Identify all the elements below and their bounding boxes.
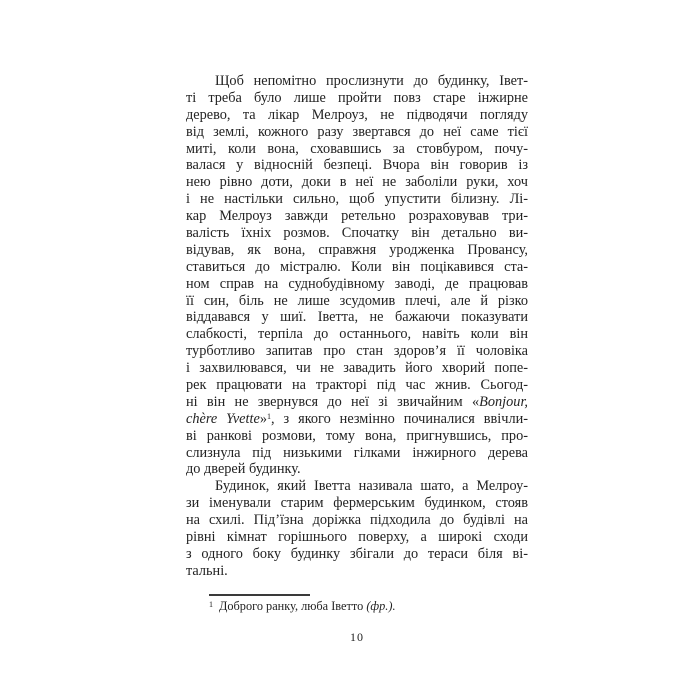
footnote: [209, 599, 528, 614]
text-line: [186, 428, 528, 445]
text-segment: до дверей будинку.: [186, 461, 301, 478]
footnote-divider: [209, 594, 310, 596]
text-segment: від землі, кожного разу звертався до неї саме тієї: [186, 123, 528, 140]
text-line: [186, 394, 528, 411]
text-line: [186, 546, 528, 563]
text-line: [186, 225, 528, 242]
text-segment: віддавався у шиї. Іветта, не бажаючи показувати: [186, 309, 528, 326]
text-segment: ставиться до містралю. Коли він поцікавився ста-: [186, 258, 528, 275]
page-number: 10: [350, 630, 364, 644]
text-line: [186, 563, 528, 580]
text-line: [186, 309, 528, 326]
text-line: [186, 208, 528, 225]
text-segment: валася у відносній безпеці. Вчора він говорив із: [186, 157, 528, 174]
text-line: [186, 293, 528, 310]
text-line: [186, 411, 528, 428]
footnote-marker: 1: [209, 600, 213, 609]
text-line: [186, 445, 528, 462]
italic-text: Bonjour,: [479, 393, 528, 410]
text-segment: відував, як вона, справжня уродженка Провансу,: [186, 241, 528, 258]
text-line: [186, 90, 528, 107]
text-block: [186, 73, 528, 580]
text-line: [186, 157, 528, 174]
text-segment: з одного боку будинку збігали до тераси біля ві-: [186, 545, 528, 562]
text-line: [186, 461, 528, 478]
text-segment: дерево, та лікар Мелроуз, не підводячи погляду: [186, 106, 528, 123]
italic-text: chère Yvette: [186, 410, 260, 427]
text-segment: ном справ на суднобудівному заводі, де працював: [186, 275, 528, 292]
text-line: [186, 73, 528, 90]
text-line: [186, 124, 528, 141]
text-line: [186, 478, 528, 495]
text-segment: і не настільки сильно, щоб упустити білизну. Лі-: [186, 191, 528, 208]
text-segment: нею рівно доти, доки в неї не заболіли руки, хоч: [186, 174, 528, 191]
text-segment: на схилі. Під’їзна доріжка підходила до будівлі на: [186, 512, 528, 529]
text-segment: , з якого незмінно починалися ввічли-: [270, 410, 528, 427]
text-segment: Будинок, який Іветта називала шато, а Мелроу-: [215, 478, 528, 495]
footnote-marker: 1: [266, 411, 271, 421]
text-segment: ні він не звернувся до неї зі звичайним «: [186, 393, 480, 410]
text-line: [186, 326, 528, 343]
text-line: [186, 495, 528, 512]
text-segment: турботливо запитав про стан здоров’я її чоловіка: [186, 343, 528, 360]
text-segment: валість їхніх розмов. Спочатку він детально ви-: [186, 225, 528, 242]
text-segment: миті, коли вона, сховавшись за стовбуром, почу-: [186, 140, 528, 157]
text-segment: тальні.: [186, 562, 228, 579]
text-segment: »: [259, 410, 267, 427]
text-line: [186, 529, 528, 546]
text-segment: Доброго ранку, люба Іветто: [219, 599, 367, 613]
text-line: [186, 242, 528, 259]
text-segment: зи іменували старим фермерським будинком, стояв: [186, 495, 528, 512]
text-segment: ті треба було лише пройти повз старе інжирне: [186, 89, 528, 106]
text-line: [186, 107, 528, 124]
text-segment: слизнула під низькими гілками інжирного дерева: [186, 444, 528, 461]
text-line: [186, 343, 528, 360]
text-segment: кар Мелроуз завжди ретельно розраховував три-: [186, 208, 528, 225]
text-segment: Щоб непомітно прослизнути до будинку, Івет-: [215, 73, 528, 89]
text-line: [186, 276, 528, 293]
text-line: [186, 360, 528, 377]
text-segment: рек працювати на тракторі під час жнив. Сьогод-: [186, 377, 528, 394]
text-segment: і захвилювався, чи не завадить його хворий попе-: [186, 360, 528, 377]
text-segment: рівні кімнат горішнього поверху, а широкі сходи: [186, 529, 528, 546]
text-line: [186, 141, 528, 158]
text-line: [186, 174, 528, 191]
text-line: [186, 259, 528, 276]
text-segment: її син, біль не лише зсудомив плечі, але й різко: [186, 292, 528, 309]
text-line: [186, 377, 528, 394]
italic-text: (фр.).: [366, 599, 396, 613]
text-line: [186, 512, 528, 529]
text-segment: слабкості, терпіла до останнього, навіть коли він: [186, 326, 528, 343]
text-segment: ві ранкові розмови, тому вона, пригнувшись, про-: [186, 427, 528, 444]
text-line: [186, 191, 528, 208]
